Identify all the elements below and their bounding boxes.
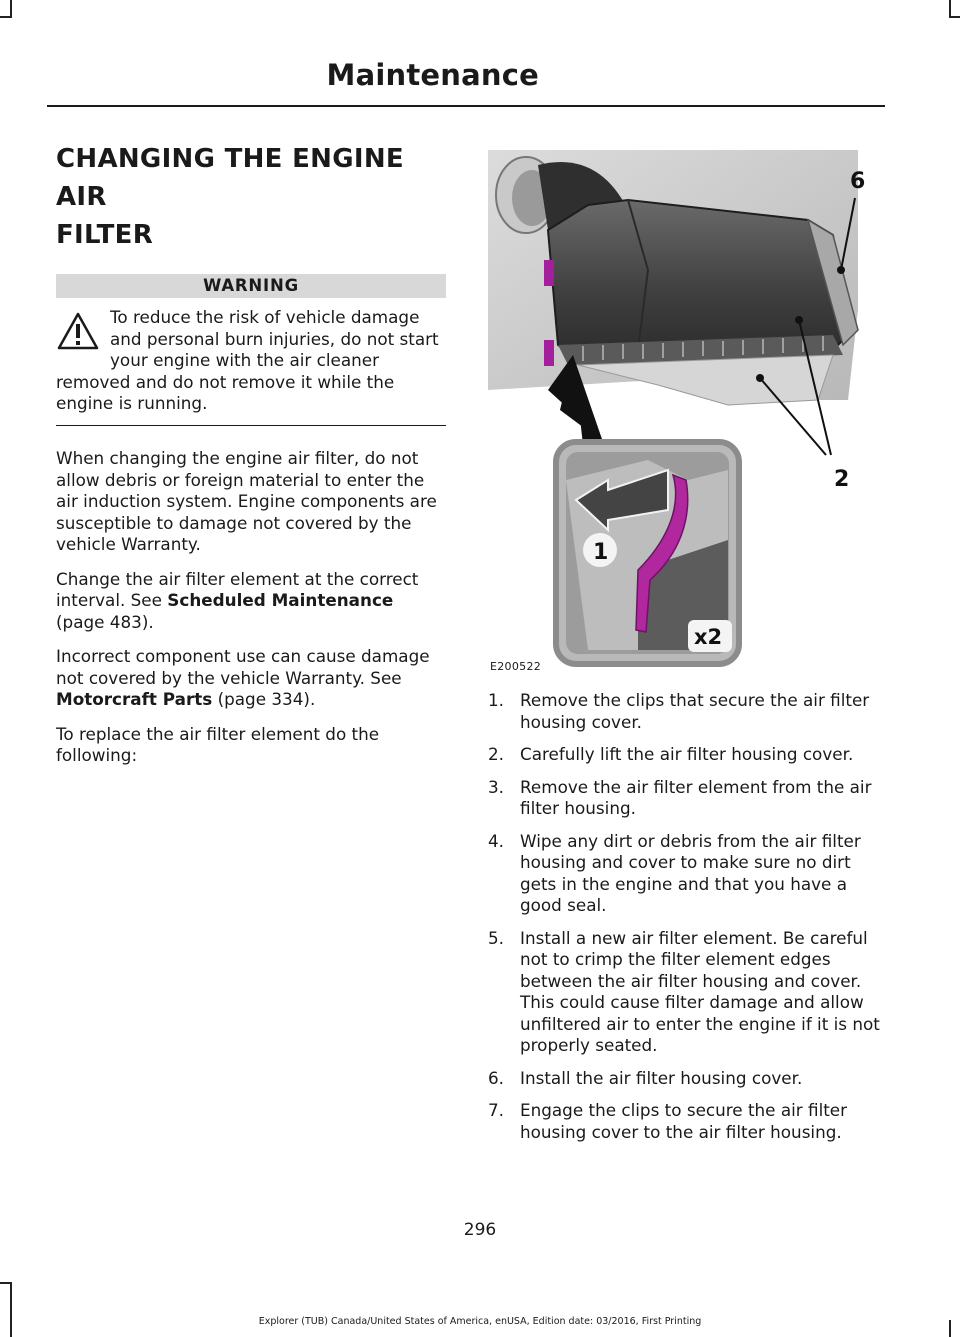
warning-rule [56, 425, 446, 427]
callout-2: 2 [834, 467, 850, 492]
crop-mark [10, 1282, 12, 1337]
inset-quantity: x2 [694, 625, 723, 649]
step-item [488, 690, 883, 733]
crop-mark [949, 16, 960, 18]
warning-triangle-icon [56, 311, 100, 351]
left-column [56, 140, 446, 767]
warning-box [56, 307, 446, 415]
step-text: Install a new air filter element. Be careful not to crimp the filter element edges between the air filter housing and cover. This could cause filter damage and allow unfiltered air to enter the engine if it is not properly seated. [520, 927, 880, 1055]
step-number: 7. [488, 1100, 505, 1120]
step-number: 6. [488, 1067, 505, 1088]
link-motorcraft-parts[interactable]: Motorcraft Parts [56, 689, 213, 709]
crop-mark [10, 0, 12, 16]
warning-text: To reduce the risk of vehicle damage and personal burn injuries, do not start your engine with the air cleaner removed and do not remove it while the engine is running. [56, 307, 439, 413]
page-header-title: Maintenance [326, 58, 539, 92]
step-number: 2. [488, 744, 505, 764]
paragraph-text: Incorrect component use can cause damage not covered by the vehicle Warranty. See [56, 646, 430, 688]
section-title-line2: FILTER [56, 220, 154, 250]
paragraph-text: Change the air filter element at the correct interval. See [56, 568, 419, 610]
paragraph-components [56, 646, 446, 711]
step-text: Carefully lift the air filter housing cover. [520, 744, 854, 764]
paragraph-text: (page 483). [56, 611, 154, 632]
step-number: 1. [488, 690, 505, 710]
step-text: Engage the clips to secure the air filter housing cover to the air filter housing. [520, 1100, 848, 1142]
section-title-line1: CHANGING THE ENGINE AIR [56, 144, 404, 212]
page-number: 296 [463, 1220, 497, 1240]
step-text: Remove the air filter element from the air filter housing. [520, 776, 872, 818]
step-item [488, 777, 883, 820]
air-filter-housing-illustration [488, 150, 888, 670]
paragraph-debris: When changing the engine air filter, do not allow debris or foreign material to enter the air induction system. Engine components are susceptible to damage not covered by the vehicle Warranty. [56, 448, 437, 554]
step-number: 5. [488, 927, 505, 948]
figure-code: E200522 [490, 660, 542, 673]
step-item [488, 744, 883, 766]
step-text: Install the air filter housing cover. [520, 1067, 803, 1088]
crop-mark [0, 1282, 12, 1284]
step-number: 3. [488, 776, 505, 797]
header-rule [47, 105, 885, 107]
step-item [488, 928, 883, 1057]
step-text: Wipe any dirt or debris from the air filter housing and cover to make sure no dirt gets in the engine and that you have a good seal. [520, 830, 861, 915]
step-item [488, 1068, 883, 1090]
paragraph-interval [56, 569, 446, 634]
callout-1: 1 [593, 540, 609, 565]
step-text: Remove the clips that secure the air filter housing cover. [520, 690, 870, 732]
step-number: 4. [488, 830, 505, 851]
section-title [56, 140, 446, 254]
paragraph-text: (page 334). [212, 689, 316, 709]
crop-mark [0, 16, 12, 18]
procedure-steps [488, 690, 883, 1154]
paragraph-replace-intro: To replace the air filter element do the following: [56, 723, 380, 765]
callout-6: 6 [850, 169, 866, 194]
crop-mark [949, 0, 951, 16]
warning-label: WARNING [56, 274, 446, 298]
link-scheduled-maintenance[interactable]: Scheduled Maintenance [167, 590, 394, 610]
step-item [488, 831, 883, 917]
footer-edition: Explorer (TUB) Canada/United States of America, enUSA, Edition date: 03/2016, First Printing [258, 1316, 702, 1327]
step-item [488, 1100, 883, 1143]
